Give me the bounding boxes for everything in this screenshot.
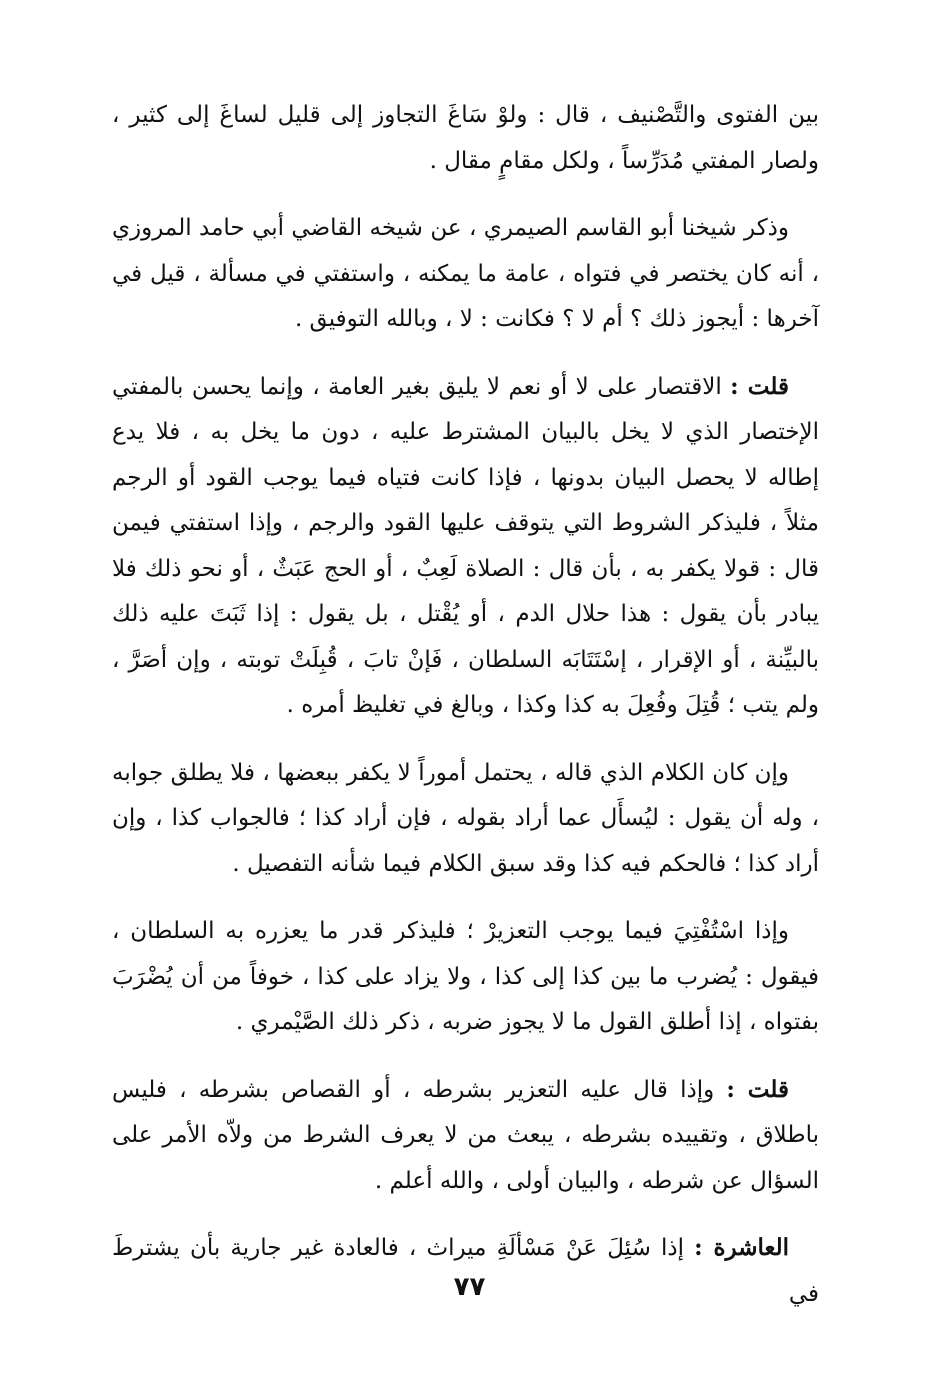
paragraph-3-text: الاقتصار على لا أو نعم لا يليق بغير العامة ، وإنما يحسن بالمفتي الإختصار الذي لا يخل بالبيان المشترط عليه ، دون ما يخل به ، فلا يدع إطاله لا يحصل البيان بدونها ، فإذا كانت فتياه فيما يوجب القود أو الرجم مثلاً ، فليذكر الشروط التي يتوقف عليها القود والرجم ، وإذا استفتي فيمن قال : قولا يكفر به ، بأن قال : الصلاة لَعِبٌ ، أو الحج عَبَثٌ ، أو نحو ذلك فلا يبادر بأن يقول : هذا حلال الدم ، أو يُقْتل ، بل يقول : إذا ثَبَتَ عليه ذلك بالبيِّنة ، أو الإقرار ، إسْتَتَابَه السلطان ، فَإنْ تابَ ، قُبِلَتْ توبته ، وإن أصَرَّ ، ولم يتب ؛ قُتِلَ وفُعِلَ به كذا وكذا ، وبالغ في تغليظ أمره .: [112, 373, 819, 718]
paragraph-2-text: وذكر شيخنا أبو القاسم الصيمري ، عن شيخه القاضي أبي حامد المروزي ، أنه كان يختصر في فتواه ، عامة ما يمكنه ، واستفتي في مسألة ، قيل في آخرها : أيجوز ذلك ؟ أم لا ؟ فكانت : لا ، وبالله التوفيق .: [112, 215, 819, 332]
paragraph-7: [112, 1225, 819, 1317]
paragraph-gap: [112, 887, 819, 908]
paragraph-1-text: بين الفتوى والتَّصْنيف ، قال : ولوْ سَاغَ التجاوز إلى قليل لساغَ إلى كثير ، ولصار المفتي مُدَرِّساً ، ولكل مقامٍ مقال .: [112, 102, 819, 174]
paragraph-4: [112, 750, 819, 888]
paragraph-6: [112, 1067, 819, 1205]
paragraph-gap: [112, 1046, 819, 1067]
paragraph-5: [112, 908, 819, 1046]
paragraph-3-lead: قلت :: [730, 372, 790, 400]
paragraph-gap: [112, 184, 819, 205]
paragraph-1: [112, 92, 819, 184]
paragraph-5-text: وإذا اسْتُفْتِيَ فيما يوجب التعزيرْ ؛ فليذكر قدر ما يعزره به السلطان ، فيقول : يُضرب ما بين كذا إلى كذا ، ولا يزاد على كذا ، خوفاً من أن يُضْرَبَ بفتواه ، إذا أطلق القول ما لا يجوز ضربه ، ذكر ذلك الصَّيْمري .: [112, 918, 819, 1035]
paragraph-3: [112, 364, 819, 729]
paragraph-gap: [112, 1204, 819, 1225]
paragraph-6-lead: قلت :: [726, 1075, 789, 1103]
page-number: ٧٧: [453, 1272, 486, 1302]
paragraph-2: [112, 205, 819, 343]
paragraph-4-text: وإن كان الكلام الذي قاله ، يحتمل أموراً لا يكفر ببعضها ، فلا يطلق جوابه ، وله أن يقول : ليُسأَل عما أراد بقوله ، فإن أراد كذا ؛ فالجواب كذا ، وإن أراد كذا ؛ فالحكم فيه كذا وقد سبق الكلام فيما شأنه التفصيل .: [112, 759, 819, 877]
paragraph-6-text: وإذا قال عليه التعزير بشرطه ، أو القصاص بشرطه ، فليس باطلاق ، وتقييده بشرطه ، يبعث من لا يعرف الشرط من ولاّه الأمر على السؤال عن شرطه ، والبيان أولى ، والله أعلم .: [112, 1076, 819, 1194]
paragraph-7-lead: العاشرة :: [694, 1234, 790, 1261]
paragraph-gap: [112, 343, 819, 364]
page-body: [112, 92, 819, 1317]
paragraph-gap: [112, 729, 819, 750]
paragraph-7-text: إذا سُئِلَ عَنْ مَسْألَةِ ميراث ، فالعادة غير جارية بأن يشترطَ في: [112, 1235, 819, 1307]
